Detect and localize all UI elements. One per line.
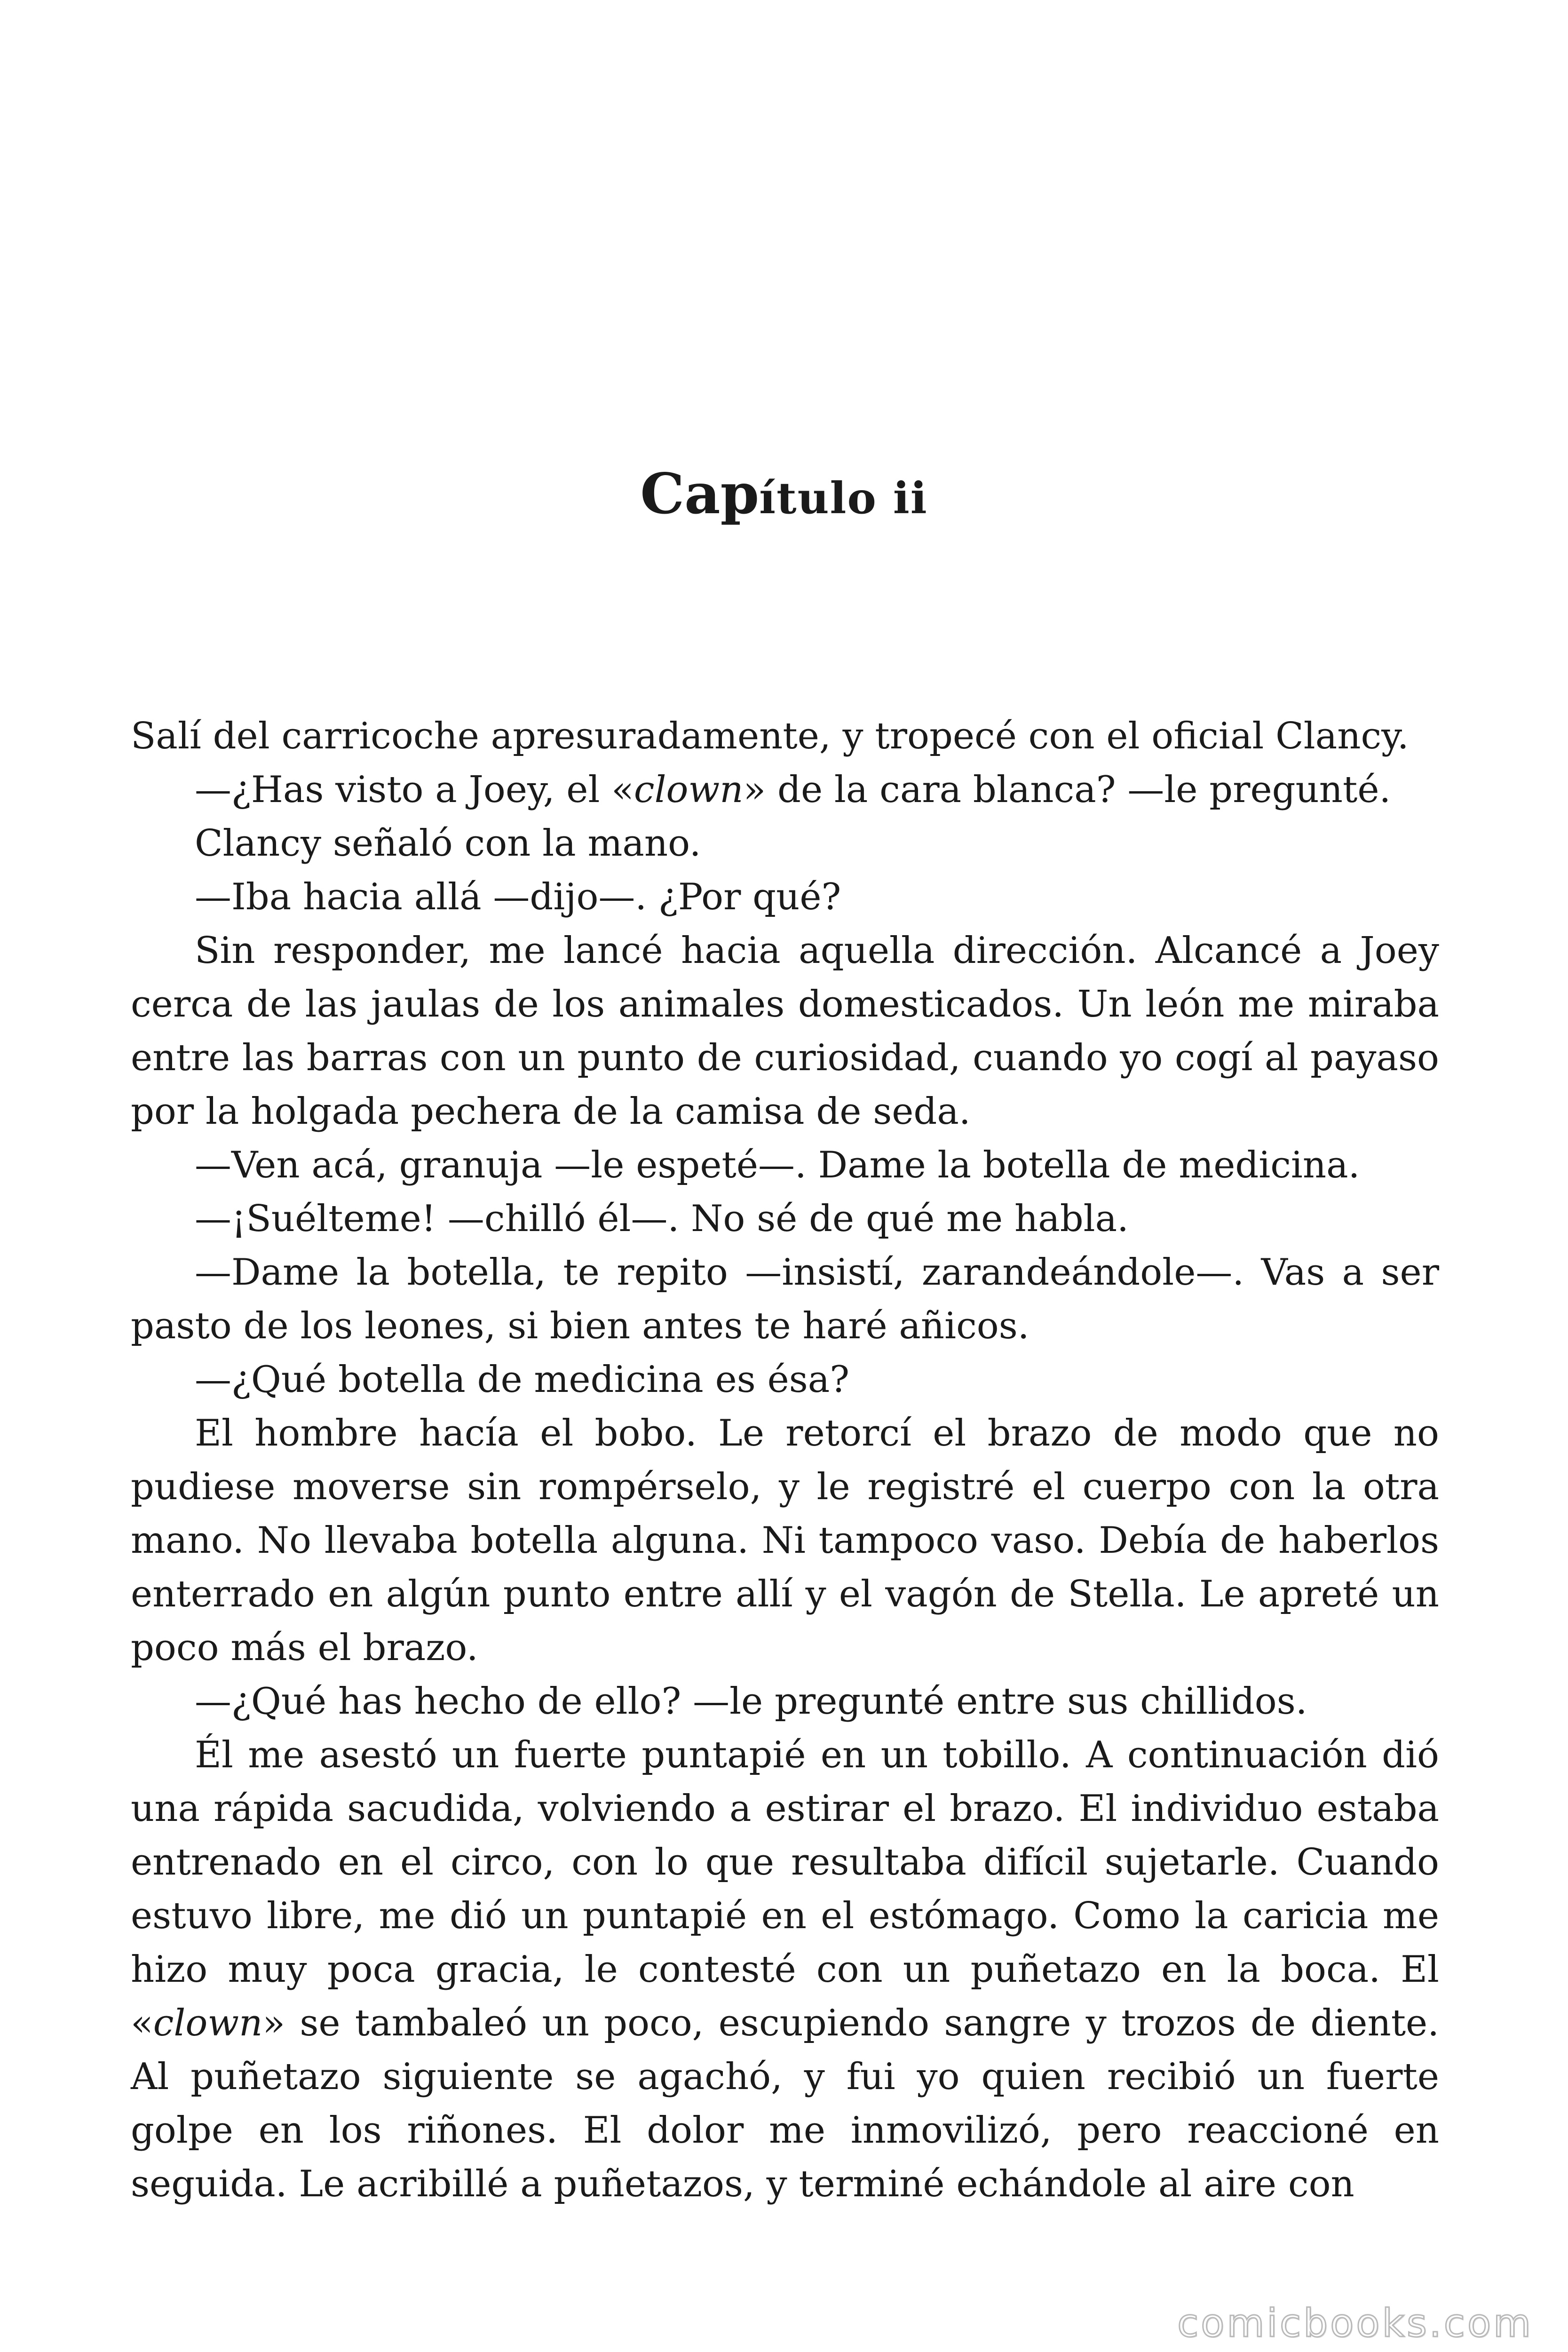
paragraph: —Ven acá, granuja —le espeté—. Dame la botella de medicina.	[195, 1144, 1360, 1186]
paragraph	[131, 763, 1439, 817]
paragraph	[131, 1728, 1439, 2211]
watermark: comicbooks.com	[1177, 2301, 1533, 2346]
italic-word: clown	[634, 769, 744, 811]
paragraph: —Iba hacia allá —dijo—. ¿Por qué?	[195, 876, 841, 918]
chapter-body	[131, 709, 1439, 2211]
paragraph: Clancy señaló con la mano.	[195, 822, 701, 865]
paragraph: —¿Qué botella de medicina es ésa?	[195, 1359, 850, 1401]
paragraph-text: —¿Has visto a Joey, el «	[195, 769, 634, 811]
paragraph: Sin responder, me lancé hacia aquella dirección. Alcancé a Joey cerca de las jaulas de los animales domesticados. Un león me miraba entre las barras con un punto de curiosidad, cuando yo cogí al payaso por la holgada pechera de la camisa de seda.	[131, 930, 1439, 1133]
italic-word: clown	[153, 2002, 263, 2044]
paragraph: Salí del carricoche apresuradamente, y tropecé con el oficial Clancy.	[131, 715, 1409, 757]
paragraph: —¿Qué has hecho de ello? —le pregunté entre sus chillidos.	[195, 1680, 1307, 1723]
paragraph: —Dame la botella, te repito —insistí, zarandeándole—. Vas a ser pasto de los leones, si bien antes te haré añicos.	[131, 1251, 1439, 1347]
chapter-title-rest: ítulo ii	[759, 473, 928, 524]
paragraph: El hombre hacía el bobo. Le retorcí el brazo de modo que no pudiese moverse sin rompérselo, y le registré el cuerpo con la otra mano. No llevaba botella alguna. Ni tampoco vaso. Debía de haberlos enterrado en algún punto entre allí y el vagón de Stella. Le apreté un poco más el brazo.	[131, 1412, 1439, 1669]
paragraph-text: » se tambaleó un poco, escupiendo sangre y trozos de diente. Al puñetazo siguiente se agachó, y fui yo quien recibió un fuerte golpe en los riñones. El dolor me inmovilizó, pero reaccioné en seguida. Le acribillé a puñetazos, y terminé echándole al aire con	[131, 2002, 1439, 2205]
chapter-title	[0, 461, 1568, 531]
paragraph: —¡Suélteme! —chilló él—. No sé de qué me habla.	[195, 1198, 1129, 1240]
paragraph-text: » de la cara blanca? —le pregunté.	[743, 769, 1391, 811]
paragraph-text: Él me asestó un fuerte puntapié en un tobillo. A continuación dió una rápida sacudida, volviendo a estirar el brazo. El individuo estaba entrenado en el circo, con lo que resultaba difícil sujetarle. Cuando estuvo libre, me dió un puntapié en el estómago. Como la caricia me hizo muy poca gracia, le contesté con un puñetazo en la boca. El «	[131, 1734, 1439, 2044]
chapter-title-initial: Cap	[640, 461, 760, 526]
